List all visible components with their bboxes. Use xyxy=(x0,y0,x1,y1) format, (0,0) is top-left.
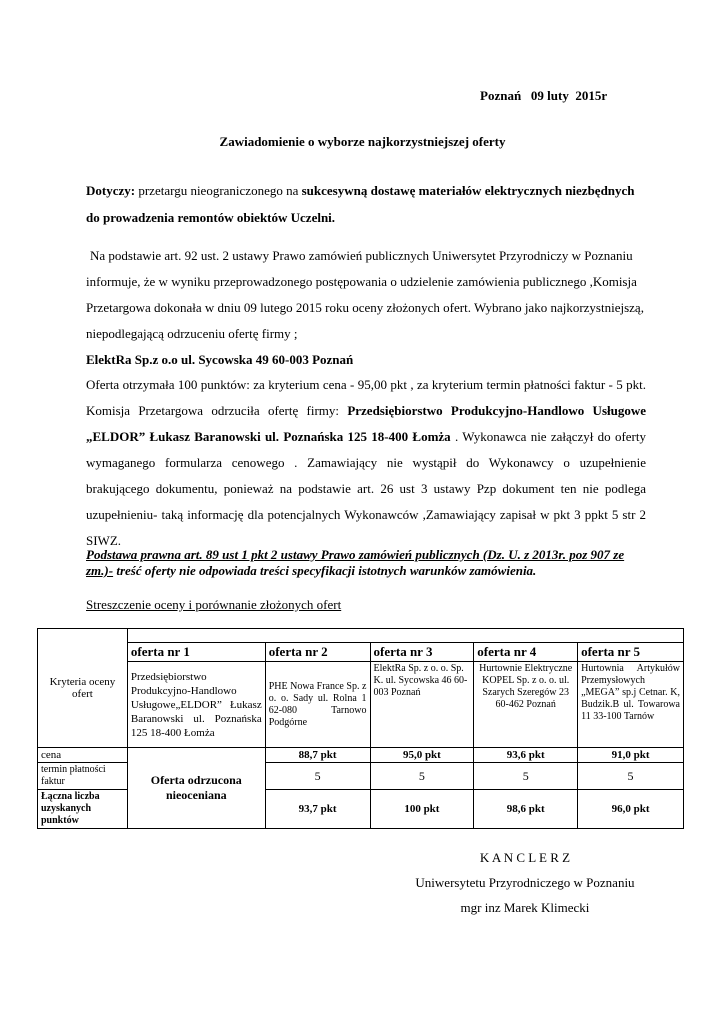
offer-1-header: oferta nr 1 xyxy=(127,643,265,662)
table-company-row xyxy=(38,662,684,748)
offer-5-company: Hurtownia Artykułów Przemysłowych „MEGA” sp.j Cetnar. K, Budzik.B ul. Towarowa 11 33-100 Tarnów xyxy=(578,662,684,748)
offer-4-payment-term: 5 xyxy=(474,763,578,790)
paragraph-evaluation xyxy=(86,372,646,554)
offer-5-total: 96,0 pkt xyxy=(578,790,684,829)
document-date: Poznań 09 luty 2015r xyxy=(480,88,608,103)
rejected-company: Przedsiębiorstwo Produkcyjno-Handlowo Usługowe „ELDOR” Łukasz Baranowski ul. Poznańska 125 18-400 Łomża xyxy=(86,403,647,444)
offer-3-price: 95,0 pkt xyxy=(370,748,474,763)
offer-5-header: oferta nr 5 xyxy=(578,643,684,662)
evaluation-table xyxy=(37,628,684,829)
offer-5-price: 91,0 pkt xyxy=(578,748,684,763)
paragraph-decision-text: Na podstawie art. 92 ust. 2 ustawy Prawo zamówień publicznych Uniwersytet Przyrodniczy w Poznaniu informuje, że w wyniku przeprowadzonego postępowania o udzielenie zamówienia publicznego ,Komisja Przetargowa dokonała w dniu 09 lutego 2015 roku oceny złożonych ofert. Wybrano jako najkorzystniejszą, niepodlegającą odrzuceniu ofertę firmy ; xyxy=(86,248,644,341)
criteria-label: Kryteria oceny ofert xyxy=(38,629,128,748)
summary-heading: Streszczenie oceny i porównanie złożonych ofert xyxy=(86,597,342,612)
offer-2-price: 88,7 pkt xyxy=(265,748,370,763)
offer-4-company: Hurtownie Elektryczne KOPEL Sp. z o. o. ul. Szarych Szeregów 23 60-462 Poznań xyxy=(474,662,578,748)
offer-4-header: oferta nr 4 xyxy=(474,643,578,662)
signature-title: K A N C L E R Z xyxy=(479,850,571,865)
table-spacer-row xyxy=(38,629,684,643)
offer-2-payment-term: 5 xyxy=(265,763,370,790)
rejected-offer-note: Oferta odrzucona nieoceniana xyxy=(127,748,265,829)
offer-4-price: 93,6 pkt xyxy=(474,748,578,763)
offer-2-header: oferta nr 2 xyxy=(265,643,370,662)
offer-3-total: 100 pkt xyxy=(370,790,474,829)
regarding-text: przetargu nieograniczonego na xyxy=(138,183,299,198)
evaluation-text-part2: . Wykonawca nie załączył do oferty wymaganego formularza cenowego . Zamawiający nie wystąpił do Wykonawcy o uzupełnienie brakującego dokumentu, ponieważ na podstawie art. 26 ust 3 ustawy Pzp dokument ten nie podlega uzupełnieniu- taką informację dla potencjalnych Wykonawców ,Zamawiający zapisał w pkt 3 ppkt 5 str 2 SIWZ. xyxy=(86,429,646,548)
offer-3-payment-term: 5 xyxy=(370,763,474,790)
signature-institution: Uniwersytetu Przyrodniczego w Poznaniu xyxy=(415,875,635,890)
legal-basis xyxy=(86,547,646,579)
criterion-price-label: cena xyxy=(38,748,128,763)
regarding-label: Dotyczy: xyxy=(86,183,136,198)
offer-1-company: Przedsiębiorstwo Produkcyjno-Handlowo Usługowe„ELDOR” Łukasz Baranowski ul. Poznańska 125 18-400 Łomża xyxy=(127,662,265,748)
table-row-price xyxy=(38,748,684,763)
offer-2-total: 93,7 pkt xyxy=(265,790,370,829)
offer-5-payment-term: 5 xyxy=(578,763,684,790)
offer-2-company: PHE Nowa France Sp. z o. o. Sady ul. Rolna 1 62-080 Tarnowo Podgórne xyxy=(265,662,370,748)
regarding-section xyxy=(86,177,646,231)
document-title: Zawiadomienie o wyborze najkorzystniejszej oferty xyxy=(219,134,506,149)
criterion-total-label: Łączna liczba uzyskanych punktów xyxy=(38,790,128,829)
offer-3-header: oferta nr 3 xyxy=(370,643,474,662)
offer-3-company: ElektRa Sp. z o. o. Sp. K. ul. Sycowska 46 60-003 Poznań xyxy=(370,662,474,748)
legal-basis-reason: treść oferty nie odpowiada treści specyfikacji istotnych warunków zamówienia. xyxy=(113,563,537,578)
paragraph-decision xyxy=(86,243,646,373)
signature-name: mgr inz Marek Klimecki xyxy=(460,900,590,915)
criterion-payment-term-label: termin płatności faktur xyxy=(38,763,128,790)
offer-4-total: 98,6 pkt xyxy=(474,790,578,829)
legal-basis-reference: Podstawa prawna art. 89 ust 1 pkt 2 ustawy Prawo zamówień publicznych (Dz. U. z 2013r. poz 907 ze zm.)- xyxy=(86,547,625,578)
winning-company: ElektRa Sp.z o.o ul. Sycowska 49 60-003 Poznań xyxy=(86,352,354,367)
evaluation-text-part1: Oferta otrzymała 100 punktów: za kryterium cena - 95,00 pkt , za kryterium termin płatności faktur - 5 pkt. Komisja Przetargowa odrzuciła ofertę firmy: xyxy=(86,377,646,418)
regarding-subject: sukcesywną dostawę materiałów elektrycznych niezbędnych do prowadzenia remontów obiektów Uczelni. xyxy=(86,183,635,225)
table-header-row xyxy=(38,643,684,662)
